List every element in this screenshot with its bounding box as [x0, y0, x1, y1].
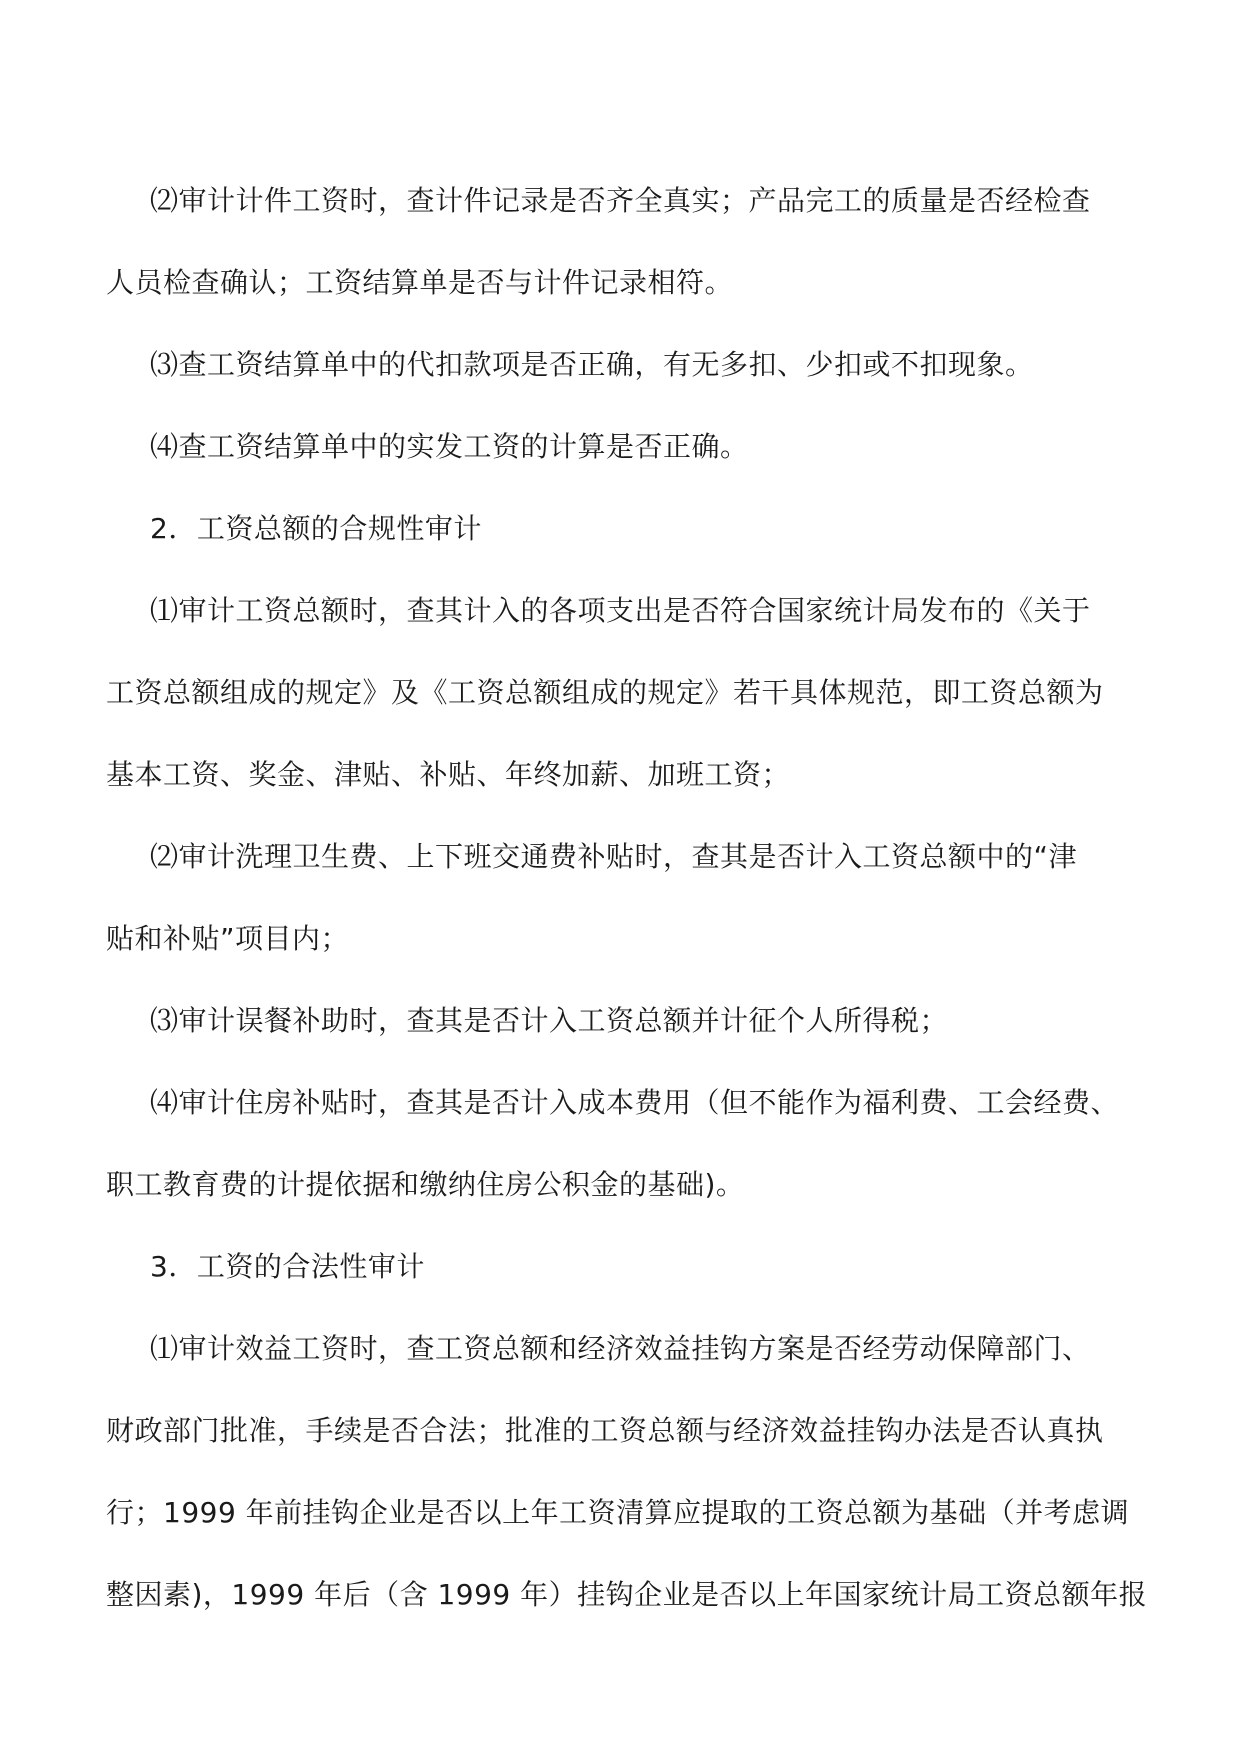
paragraph-line: 贴和补贴”项目内； — [106, 922, 350, 955]
paragraph-line: ⑶审计误餐补助时，查其是否计入工资总额并计征个人所得税； — [150, 1004, 949, 1037]
paragraph-line: ⑵审计计件工资时，查计件记录是否齐全真实；产品完工的质量是否经检查 — [150, 184, 1091, 217]
section-heading: 2．工资总额的合规性审计 — [150, 512, 482, 545]
paragraph-line: 人员检查确认；工资结算单是否与计件记录相符。 — [106, 266, 734, 299]
paragraph-line: 整因素)，1999 年后（含 1999 年）挂钩企业是否以上年国家统计局工资总额年报 — [106, 1578, 1148, 1611]
document-body — [106, 160, 1148, 1636]
paragraph-line: 行；1999 年前挂钩企业是否以上年工资清算应提取的工资总额为基础（并考虑调 — [106, 1496, 1130, 1529]
paragraph-line: 职工教育费的计提依据和缴纳住房公积金的基础)。 — [106, 1168, 745, 1201]
paragraph-line: ⑶查工资结算单中的代扣款项是否正确，有无多扣、少扣或不扣现象。 — [150, 348, 1034, 381]
paragraph-line: ⑷审计住房补贴时，查其是否计入成本费用（但不能作为福利费、工会经费、 — [150, 1086, 1120, 1119]
paragraph-line: ⑴审计工资总额时，查其计入的各项支出是否符合国家统计局发布的《关于 — [150, 594, 1091, 627]
paragraph-line: ⑷查工资结算单中的实发工资的计算是否正确。 — [150, 430, 749, 463]
paragraph-line: 财政部门批准，手续是否合法；批准的工资总额与经济效益挂钩办法是否认真执 — [106, 1414, 1104, 1447]
paragraph-line: ⑵审计洗理卫生费、上下班交通费补贴时，查其是否计入工资总额中的“津 — [150, 840, 1078, 873]
paragraph-line: ⑴审计效益工资时，查工资总额和经济效益挂钩方案是否经劳动保障部门、 — [150, 1332, 1091, 1365]
paragraph-line: 工资总额组成的规定》及《工资总额组成的规定》若干具体规范，即工资总额为 — [106, 676, 1104, 709]
paragraph-line: 基本工资、奖金、津贴、补贴、年终加薪、加班工资； — [106, 758, 791, 791]
section-heading: 3．工资的合法性审计 — [150, 1250, 425, 1283]
